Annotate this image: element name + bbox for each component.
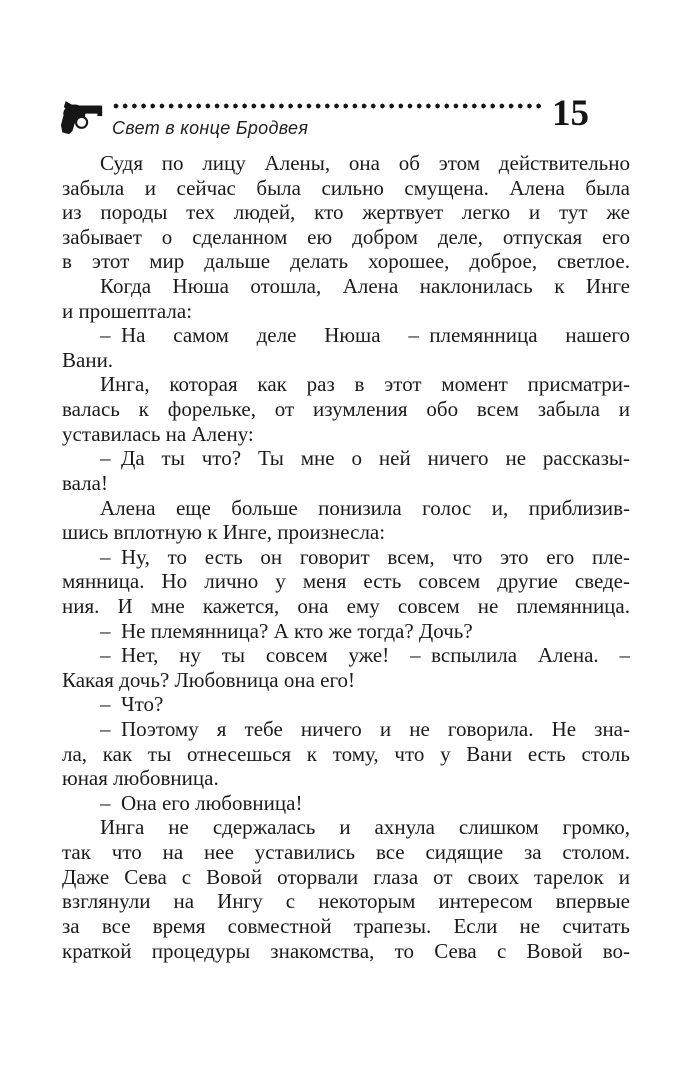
text-line: Инга, которая как раз в этот момент присматри- xyxy=(100,372,630,397)
text-line: краткой процедуры знакомства, то Сева с Вовой во- xyxy=(62,938,630,963)
paragraph xyxy=(62,791,630,816)
text-line: – Поэтому я тебе ничего и не говорила. Не зна- xyxy=(100,717,630,742)
paragraph xyxy=(62,496,630,545)
text-line: – Что? xyxy=(100,692,164,717)
text-line: – Да ты что? Ты мне о ней ничего не рассказы- xyxy=(100,446,630,471)
text-line: шись вплотную к Инге, произнесла: xyxy=(62,520,386,545)
text-line: и прошептала: xyxy=(62,298,193,323)
text-line: взглянули на Ингу с некоторым интересом впервые xyxy=(62,889,630,914)
text-line: ния. И мне кажется, она ему совсем не племянница. xyxy=(62,593,630,618)
text-line: юная любовница. xyxy=(62,766,219,791)
pistol-icon xyxy=(59,99,107,136)
running-title: Свет в конце Бродвея xyxy=(112,118,309,138)
paragraph xyxy=(62,545,630,619)
text-line: в этот мир дальше делать хорошее, доброе, светлое. xyxy=(62,249,630,274)
dotted-separator xyxy=(112,103,542,109)
text-line: вала! xyxy=(62,470,108,495)
text-line: – Ну, то есть он говорит всем, что это его пле- xyxy=(100,544,630,569)
paragraph xyxy=(62,274,630,323)
paragraph xyxy=(62,643,630,692)
text-line: ла, как ты отнесешься к тому, что у Вани есть столь xyxy=(62,741,630,766)
page-text xyxy=(62,151,630,963)
text-line: забыла и сейчас была сильно смущена. Алена была xyxy=(62,175,630,200)
text-line: – Не племянница? А кто же тогда? Дочь? xyxy=(100,618,473,643)
text-line: валась к форельке, от изумления обо всем забыла и xyxy=(62,397,630,422)
text-line: так что на нее уставились все сидящие за столом. xyxy=(62,840,630,865)
text-line: Алена еще больше понизила голос и, приблизив- xyxy=(100,495,630,520)
paragraph xyxy=(62,372,630,446)
paragraph xyxy=(62,692,630,717)
text-line: за все время совместной трапезы. Если не считать xyxy=(62,913,630,938)
paragraph xyxy=(62,323,630,372)
text-line: Судя по лицу Алены, она об этом действительно xyxy=(100,151,630,175)
page-number: 15 xyxy=(552,93,589,134)
text-line: Какая дочь? Любовница она его! xyxy=(62,667,356,692)
paragraph xyxy=(62,815,630,963)
text-line: Вани. xyxy=(62,347,114,372)
text-line: из породы тех людей, кто жертвует легко и тут же xyxy=(62,200,630,225)
text-line: Даже Сева с Вовой оторвали глаза от своих тарелок и xyxy=(62,864,630,889)
paragraph xyxy=(62,717,630,791)
text-line: Когда Нюша отошла, Алена наклонилась к Инге xyxy=(100,274,630,299)
text-line: забывает о сделанном ею добром деле, отпуская его xyxy=(62,224,630,249)
text-line: уставилась на Алену: xyxy=(62,421,254,446)
text-line: – На самом деле Нюша – племянница нашего xyxy=(100,323,630,348)
text-line: – Она его любовница! xyxy=(100,790,303,815)
text-line: – Нет, ну ты совсем уже! – вспылила Алена. – xyxy=(100,643,630,668)
text-line: мянница. Но лично у меня есть совсем другие сведе- xyxy=(62,569,630,594)
paragraph xyxy=(62,619,630,644)
paragraph xyxy=(62,446,630,495)
text-line: Инга не сдержалась и ахнула слишком громко, xyxy=(100,815,630,840)
paragraph xyxy=(62,151,630,274)
